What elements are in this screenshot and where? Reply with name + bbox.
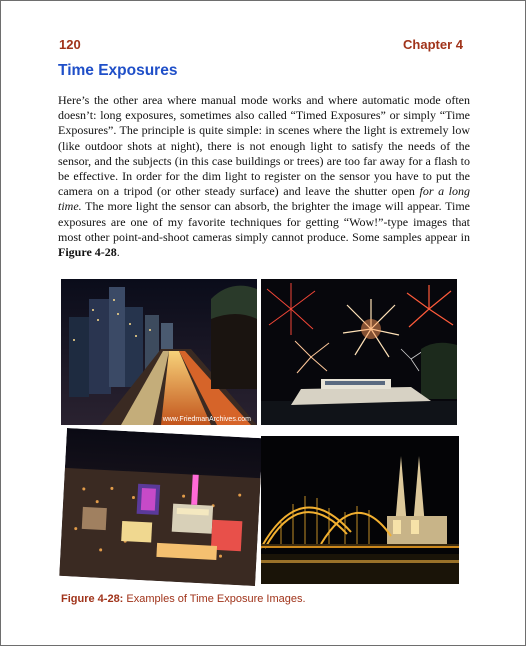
paragraph-italic: for a long time. <box>58 184 470 214</box>
paragraph-text-2: The more light the sensor can absorb, the brighter the image will appear. Time exposures are one of my favorite techniques for getting “Wow!”-type images that most other point-and-shoot cameras simply cannot produce. Some samples appear in <box>58 199 470 244</box>
chapter-label: Chapter 4 <box>403 37 463 52</box>
photo-las-vegas-night <box>59 428 262 586</box>
figure-reference: Figure 4-28 <box>58 245 117 260</box>
figure-caption <box>61 593 306 605</box>
page-number: 120 <box>59 37 81 52</box>
photo-fireworks-boat <box>261 279 457 425</box>
body-paragraph <box>58 93 470 260</box>
section-title: Time Exposures <box>58 62 178 79</box>
caption-label: Figure 4-28: <box>61 593 124 605</box>
photo-cologne-cathedral-bridge <box>261 436 459 584</box>
paragraph-text-1: Here’s the other area where manual mode works and where automatic mode often doesn’t: long exposures, sometimes also called “Timed Exposures” or simply “Time Exposures”. The principle is quite simple: in scenes where the light is extremely low (like outdoor shots at night), there is not enough light to satisfy the needs of the sensor, and the subjects (in this case buildings or trees) are too far away for a flash to be effective. In order for the dim light to register on the sensor you have to put the camera on a tripod (or other steady surface) and leave the shutter open <box>58 93 470 199</box>
caption-text: Examples of Time Exposure Images. <box>123 593 306 605</box>
photo-city-light-trails <box>61 279 257 425</box>
photo-watermark: www.FriedmanArchives.com <box>162 416 251 423</box>
paragraph-text-3: . <box>116 245 120 260</box>
